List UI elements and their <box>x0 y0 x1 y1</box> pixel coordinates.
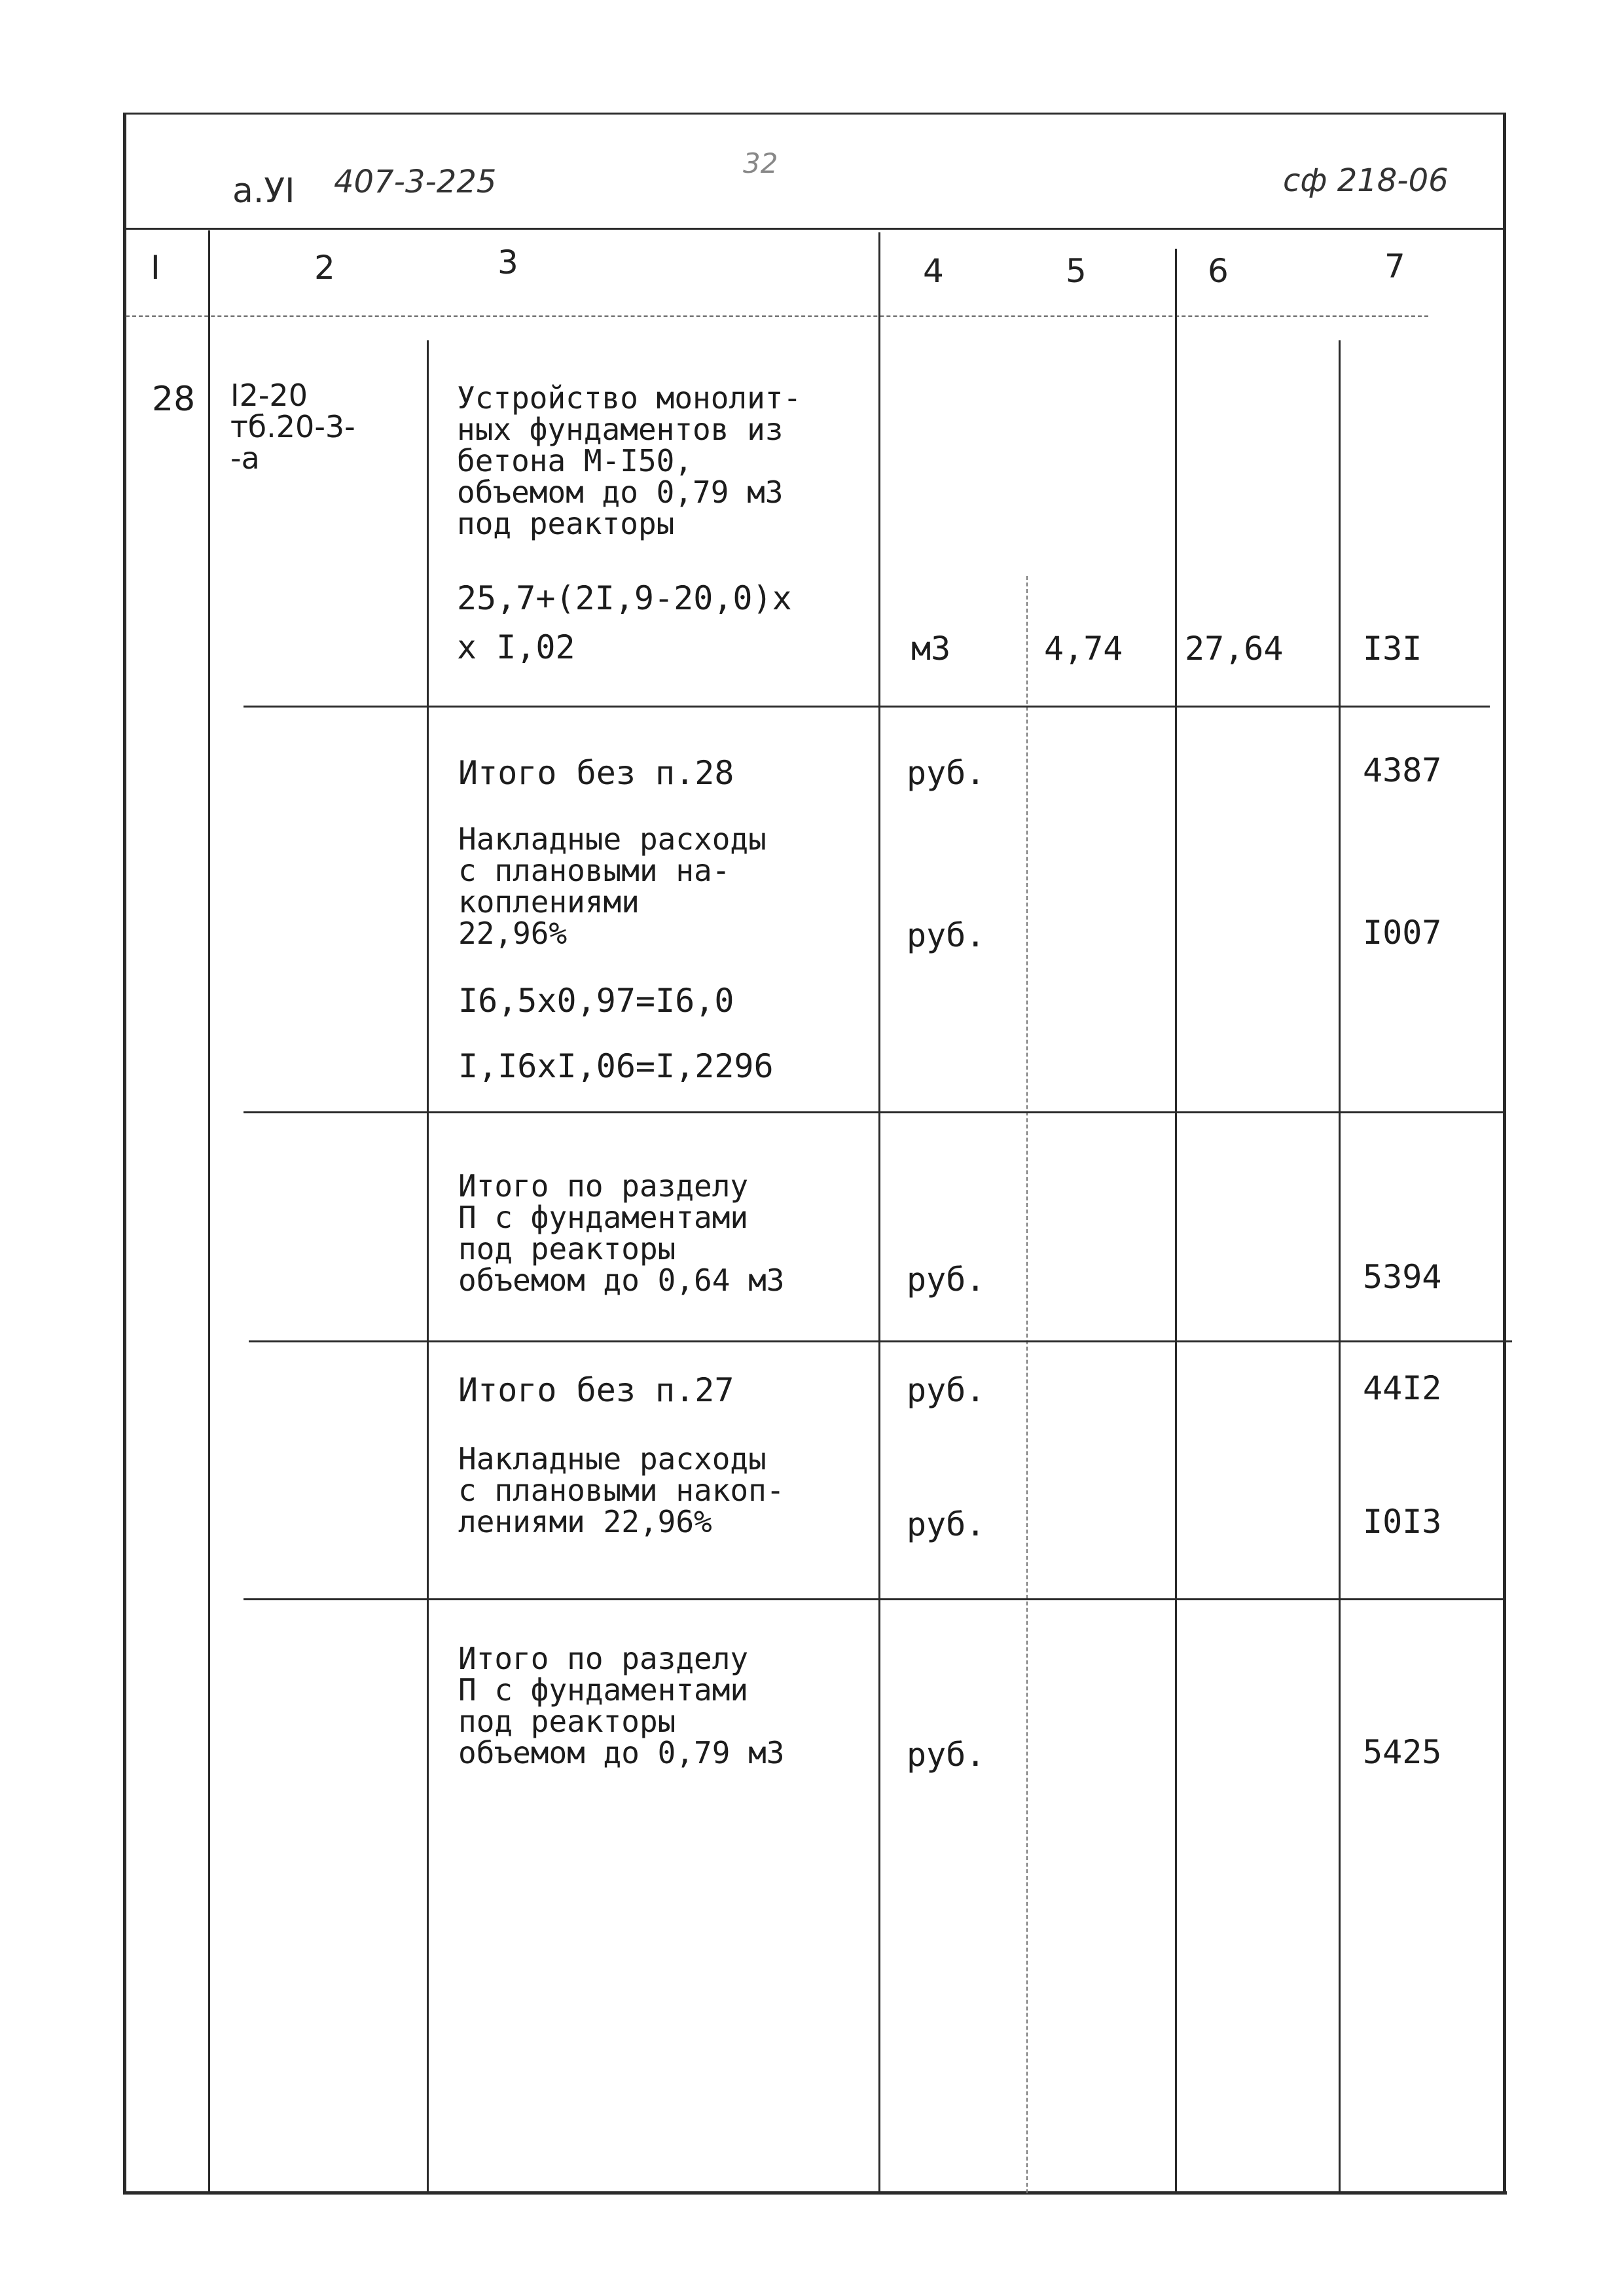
col-number-6: 6 <box>1208 252 1229 290</box>
block1-overhead-label <box>458 823 767 949</box>
divider-col-4-5 <box>1026 576 1028 2193</box>
block2-label-line: под реакторы <box>458 1231 676 1266</box>
row-28-code-line: -а <box>230 440 260 476</box>
divider-col-5-6 <box>1175 249 1177 2191</box>
block4-unit: руб. <box>907 1736 986 1774</box>
row-28-description-line: ных фундаментов из <box>457 412 784 447</box>
block1-overhead-line: Накладные расходы <box>458 821 767 857</box>
block3-itogo-unit: руб. <box>907 1371 986 1409</box>
block4-label-line: объемом до 0,79 м3 <box>458 1735 785 1770</box>
block3-overhead-line: Накладные расходы <box>458 1441 767 1477</box>
column-header-separator <box>126 315 1428 317</box>
block2-label-line: П с фундаментами <box>458 1200 749 1235</box>
block1-itogo-value: 4387 <box>1363 751 1442 789</box>
col-number-1: I <box>151 249 160 287</box>
row-28-number: 28 <box>152 380 196 419</box>
page-number: 32 <box>743 147 778 179</box>
row-28-formula-line-2: х I,02 <box>457 628 575 666</box>
block1-overhead-line: с плановыми на- <box>458 853 731 888</box>
block3-overhead-line: с плановыми накоп- <box>458 1473 785 1508</box>
row-28-unit-price: 27,64 <box>1185 630 1284 668</box>
block3-overhead-line: лениями 22,96% <box>458 1504 712 1539</box>
doc-code: 407-3-225 <box>334 164 497 200</box>
block2-unit: руб. <box>907 1261 986 1299</box>
block3-itogo-label: Итого без п.27 <box>458 1371 734 1409</box>
header-separator <box>124 228 1503 230</box>
block1-overhead-value: I007 <box>1363 914 1442 952</box>
col-number-4: 4 <box>923 252 944 290</box>
col-number-5: 5 <box>1066 252 1087 290</box>
col-number-2: 2 <box>314 249 335 287</box>
row-28-description-line: бетона М-I50, <box>457 443 693 478</box>
block4-value: 5425 <box>1363 1733 1442 1771</box>
block1-separator <box>244 1111 1503 1113</box>
block3-itogo-value: 44I2 <box>1363 1369 1442 1407</box>
block2-label-line: объемом до 0,64 м3 <box>458 1263 785 1298</box>
frame-left-line <box>123 113 126 2193</box>
divider-col-6-7 <box>1339 340 1341 2191</box>
block1-overhead-line: коплениями <box>458 884 640 920</box>
row-28-description-line: под реакторы <box>457 506 675 541</box>
row-28-code-line: тб.20-3- <box>230 409 355 444</box>
block1-calc-line-2: I,I6хI,06=I,2296 <box>458 1047 774 1085</box>
frame-right-line <box>1503 113 1506 2193</box>
divider-col-3-4 <box>878 232 880 2191</box>
row-28-code-line: I2-20 <box>230 378 308 413</box>
block1-calc-line-1: I6,5х0,97=I6,0 <box>458 982 734 1020</box>
block3-overhead-value: I0I3 <box>1363 1503 1442 1541</box>
row-28-code <box>230 380 355 474</box>
block3-separator <box>244 1598 1503 1600</box>
block1-itogo-unit: руб. <box>907 754 986 792</box>
block2-value: 5394 <box>1363 1258 1442 1296</box>
block4-label-line: П с фундаментами <box>458 1672 749 1708</box>
block4-label-line: под реакторы <box>458 1704 676 1739</box>
block3-overhead-unit: руб. <box>907 1505 986 1543</box>
row-28-description-line: Устройство монолит- <box>457 380 802 416</box>
row-28-quantity: 4,74 <box>1044 630 1123 668</box>
row-28-total: I3I <box>1363 630 1422 668</box>
frame-top-line <box>124 113 1506 115</box>
block1-overhead-line: 22,96% <box>458 916 568 951</box>
block1-overhead-unit: руб. <box>907 916 986 954</box>
row-28-description <box>457 382 801 539</box>
frame-bottom-line <box>123 2191 1507 2195</box>
block4-label <box>458 1643 785 1768</box>
divider-col-1-2 <box>208 230 210 2191</box>
block4-label-line: Итого по разделу <box>458 1641 749 1676</box>
block2-label <box>458 1170 785 1296</box>
row-28-formula-line-1: 25,7+(2I,9-20,0)х <box>457 579 792 617</box>
divider-col-2-3 <box>427 340 429 2191</box>
sheet-code: сф 218-06 <box>1283 162 1449 199</box>
col-number-7: 7 <box>1384 247 1405 285</box>
block1-itogo-label: Итого без п.28 <box>458 754 734 792</box>
doc-prefix: а.УI <box>232 171 295 211</box>
block2-label-line: Итого по разделу <box>458 1168 749 1204</box>
block2-separator <box>249 1340 1512 1342</box>
row-28-description-line: объемом до 0,79 м3 <box>457 475 784 510</box>
block3-overhead-label <box>458 1443 785 1537</box>
col-number-3: 3 <box>497 243 518 281</box>
row-28-unit: м3 <box>911 630 951 668</box>
row-28-separator <box>244 706 1490 708</box>
